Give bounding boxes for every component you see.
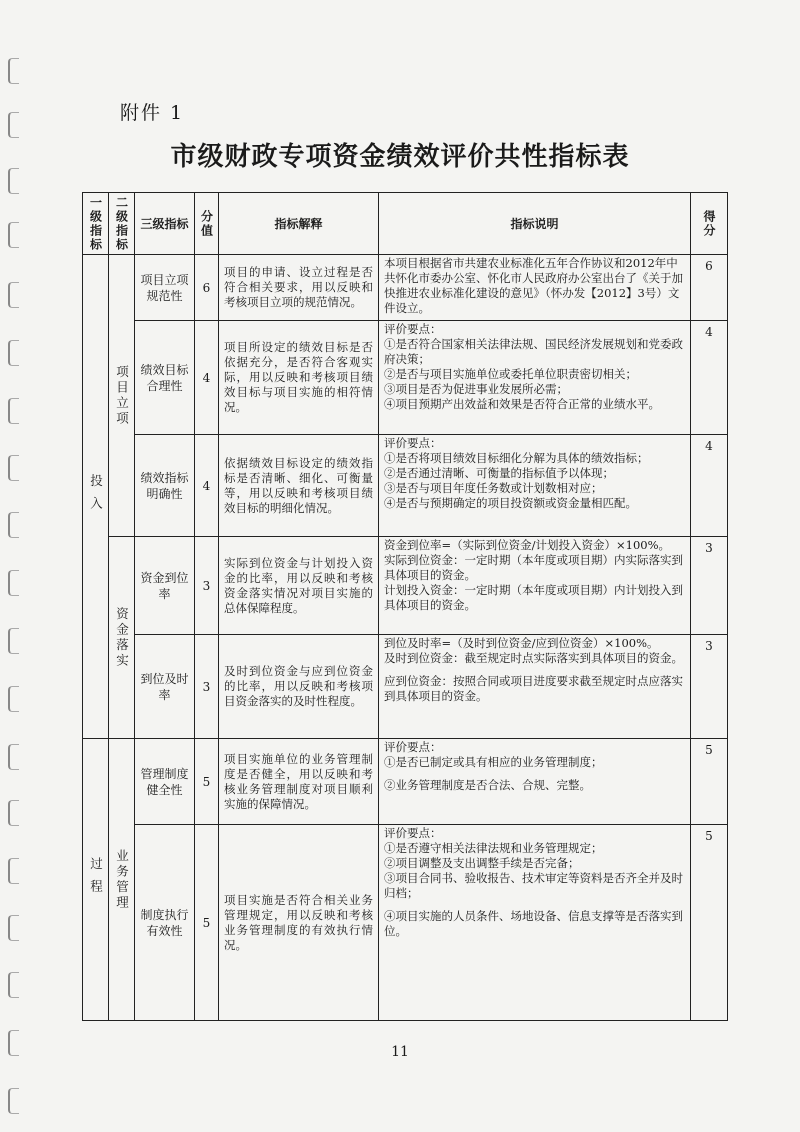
header-row xyxy=(83,193,728,255)
indicator-explanation: 依据绩效目标设定的绩效指标是否清晰、细化、可衡量等，用以反映和考核项目绩效目标的明细化情况。 xyxy=(219,435,379,537)
indicator-points: 5 xyxy=(195,739,219,825)
indicator-score: 3 xyxy=(691,537,728,635)
indicator-points: 5 xyxy=(195,825,219,1021)
indicator-score: 4 xyxy=(691,435,728,537)
table-row xyxy=(83,537,728,635)
indicator-description: 评价要点： ①是否将项目绩效目标细化分解为具体的绩效指标； ②是否通过清晰、可衡量的指标值予以体现； ③是否与项目年度任务数或计划数相对应； ④是否与预期确定的项目投资额或资金量相匹配。 xyxy=(379,435,691,537)
indicator-name: 到位及时率 xyxy=(135,635,195,739)
indicator-description: 资金到位率=（实际到位资金/计划投入资金）×100%。 实际到位资金：一定时期（本年度或项目期）内实际落实到具体项目的资金。 计划投入资金：一定时期（本年度或项目期）内计划投入到具体项目的资金。 xyxy=(379,537,691,635)
indicator-points: 4 xyxy=(195,321,219,435)
indicator-score: 3 xyxy=(691,635,728,739)
group-business-mgmt: 业务管理 xyxy=(109,739,135,1021)
indicator-explanation: 项目所设定的绩效目标是否依据充分，是否符合客观实际，用以反映和考核项目绩效目标与项目实施的相符情况。 xyxy=(219,321,379,435)
indicator-description: 本项目根据省市共建农业标准化五年合作协议和2012年中共怀化市委办公室、怀化市人民政府办公室出台了《关于加快推进农业标准化建设的意见》（怀办发【2012】3号）文件设立。 xyxy=(379,255,691,321)
indicator-name: 绩效指标明确性 xyxy=(135,435,195,537)
page-title: 市级财政专项资金绩效评价共性指标表 xyxy=(170,142,630,172)
group-input: 投入 xyxy=(83,255,109,739)
table-row xyxy=(83,321,728,435)
indicator-table xyxy=(82,192,728,1021)
header-points: 分值 xyxy=(195,193,219,255)
header-explanation: 指标解释 xyxy=(219,193,379,255)
table-row xyxy=(83,825,728,1021)
indicator-score: 6 xyxy=(691,255,728,321)
indicator-points: 3 xyxy=(195,537,219,635)
header-level3: 三级指标 xyxy=(135,193,195,255)
indicator-score: 4 xyxy=(691,321,728,435)
table-row xyxy=(83,255,728,321)
indicator-name: 项目立项规范性 xyxy=(135,255,195,321)
indicator-points: 4 xyxy=(195,435,219,537)
indicator-points: 6 xyxy=(195,255,219,321)
indicator-points: 3 xyxy=(195,635,219,739)
indicator-description: 到位及时率=（及时到位资金/应到位资金）×100%。 及时到位资金：截至规定时点实际落实到具体项目的资金。 应到位资金：按照合同或项目进度要求截至规定时点应落实到具体项目的资金。 xyxy=(379,635,691,739)
indicator-description: 评价要点： ①是否符合国家相关法律法规、国民经济发展规划和党委政府决策； ②是否与项目实施单位或委托单位职责密切相关； ③项目是否为促进事业发展所必需； ④项目预期产出效益和效果是否符合正常的业绩水平。 xyxy=(379,321,691,435)
header-score: 得分 xyxy=(691,193,728,255)
header-description: 指标说明 xyxy=(379,193,691,255)
indicator-description: 评价要点： ①是否遵守相关法律法规和业务管理规定； ②项目调整及支出调整手续是否完备； ③项目合同书、验收报告、技术审定等资料是否齐全并及时归档； ④项目实施的人员条件、场地设备、信息支撑等是否落实到位。 xyxy=(379,825,691,1021)
table-row xyxy=(83,739,728,825)
indicator-name: 管理制度健全性 xyxy=(135,739,195,825)
table-row xyxy=(83,435,728,537)
indicator-explanation: 实际到位资金与计划投入资金的比率，用以反映和考核资金落实情况对项目实施的总体保障程度。 xyxy=(219,537,379,635)
indicator-explanation: 及时到位资金与应到位资金的比率，用以反映和考核项目资金落实的及时性程度。 xyxy=(219,635,379,739)
indicator-name: 制度执行有效性 xyxy=(135,825,195,1021)
table-row xyxy=(83,635,728,739)
indicator-description: 评价要点： ①是否已制定或具有相应的业务管理制度； ②业务管理制度是否合法、合规、完整。 xyxy=(379,739,691,825)
group-fund-arrival: 资金落实 xyxy=(109,537,135,739)
group-process: 过程 xyxy=(83,739,109,1021)
indicator-score: 5 xyxy=(691,825,728,1021)
header-level2: 二级指标 xyxy=(109,193,135,255)
group-project-setup: 项目立项 xyxy=(109,255,135,537)
page-number: 11 xyxy=(391,1044,409,1060)
indicator-name: 绩效目标合理性 xyxy=(135,321,195,435)
indicator-explanation: 项目实施是否符合相关业务管理规定，用以反映和考核业务管理制度的有效执行情况。 xyxy=(219,825,379,1021)
header-level1: 一级指标 xyxy=(83,193,109,255)
indicator-explanation: 项目的申请、设立过程是否符合相关要求，用以反映和考核项目立项的规范情况。 xyxy=(219,255,379,321)
indicator-name: 资金到位率 xyxy=(135,537,195,635)
indicator-score: 5 xyxy=(691,739,728,825)
annex-label: 附件 1 xyxy=(120,102,185,124)
indicator-explanation: 项目实施单位的业务管理制度是否健全，用以反映和考核业务管理制度对项目顺利实施的保障情况。 xyxy=(219,739,379,825)
